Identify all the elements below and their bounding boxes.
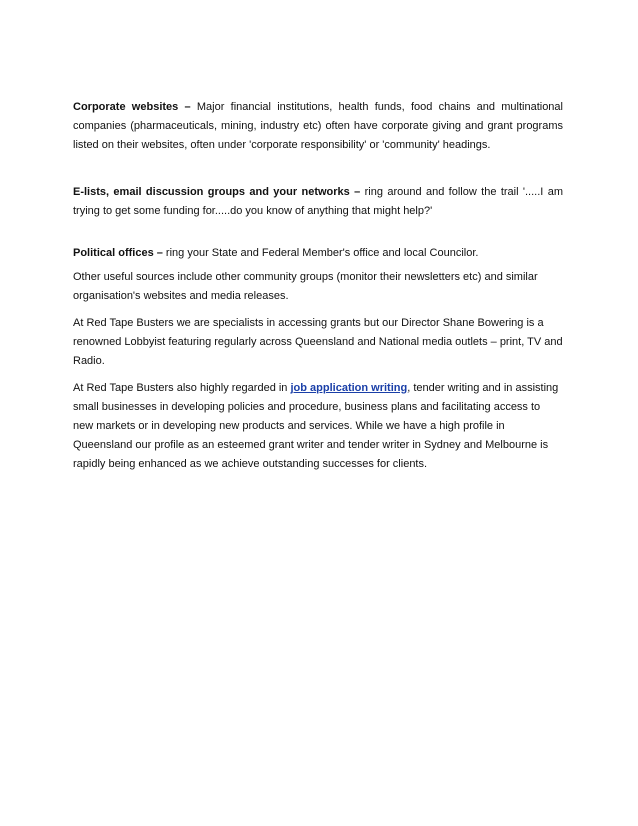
other-sources-paragraph: Other useful sources include other community groups (monitor their newsletters etc) and similar organisation's websites and media releases. xyxy=(73,271,538,302)
political-offices-heading: Political offices – xyxy=(73,247,163,259)
corporate-websites-heading: Corporate websites – xyxy=(73,101,191,113)
elists-heading: E-lists, email discussion groups and your networks – xyxy=(73,186,361,198)
document-page xyxy=(73,98,563,474)
specialists-paragraph: At Red Tape Busters we are specialists in accessing grants but our Director Shane Bowering is a renowned Lobbyist featuring regularly across Queensland and National media outlets – print, TV and Radio. xyxy=(73,317,563,367)
job-application-writing-link[interactable]: job application writing xyxy=(290,382,408,394)
regarded-paragraph xyxy=(73,379,563,474)
elists-text: ring around and follow the trail '.....I am trying to get some funding for.....do you know of anything that might help?' xyxy=(73,186,563,217)
elists-paragraph xyxy=(73,183,563,221)
corporate-websites-text: Major financial institutions, health funds, food chains and multinational companies (pharmaceuticals, mining, industry etc) often have corporate giving and grant programs listed on their websites, often under 'corporate responsibility' or 'community' headings. xyxy=(73,101,563,151)
political-offices-text: ring your State and Federal Member's office and local Councilor. xyxy=(162,247,479,259)
regarded-text-before: At Red Tape Busters also highly regarded in xyxy=(73,382,291,394)
corporate-websites-paragraph xyxy=(73,98,563,155)
political-offices-paragraph xyxy=(73,244,563,263)
regarded-text-after: , tender writing and in assisting small businesses in developing policies and procedure, business plans and facilitating access to new markets or in developing new products and services. While we have a high profile in Queensland our profile as an esteemed grant writer and tender writer in Sydney and Melbourne is rapidly being enhanced as we achieve outstanding successes for clients. xyxy=(73,382,559,470)
